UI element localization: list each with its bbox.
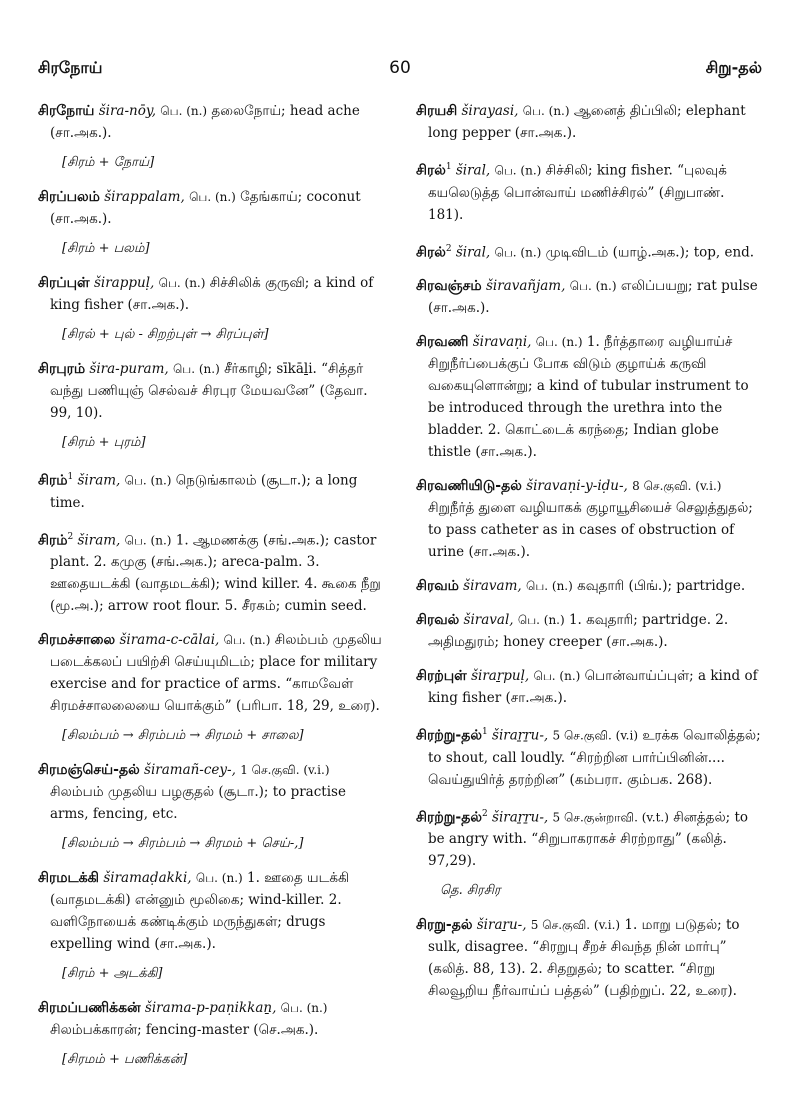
part-of-speech: பெ. (n.) <box>124 473 172 488</box>
homonym-number: 2 <box>445 243 452 254</box>
part-of-speech: பெ. (n.) <box>189 190 236 204</box>
dictionary-entry <box>38 100 384 144</box>
part-of-speech: பெ. (n.) <box>494 163 542 178</box>
left-column <box>38 100 384 1067</box>
part-of-speech: பெ. (n.) <box>280 1001 328 1015</box>
headword: சிரப்புள் <box>38 275 90 291</box>
headword: சிரற்புள் <box>416 668 467 684</box>
definition: 1. மாறு படுதல்; to sulk, disagree. “சிரறுபு சீறச் சிவந்த நின் மார்பு” (கலித். 88, 13). 2. சிதறுதல்; to scatter. “சிரறு சிலவூறிய நீர்வாய்ப் பத்தல்” (பதிற்றுப். 22, உரை). <box>428 917 740 999</box>
transliteration: šira-nōy, <box>98 103 156 119</box>
homonym-number: 2 <box>481 808 488 819</box>
dictionary-entry <box>38 997 384 1041</box>
part-of-speech: பெ. (n.) <box>517 613 565 627</box>
headword: சிரமச்சாலை <box>38 632 116 648</box>
part-of-speech: பெ. (n.) <box>195 871 243 885</box>
transliteration: širal, <box>455 162 491 179</box>
etymology: [சிரமம் + பணிக்கன்] <box>62 1052 188 1067</box>
transliteration: šira-puram, <box>89 361 169 377</box>
etymology: [சிலம்பம் → சிரம்பம் → சிரமம் + செய்-,] <box>62 836 304 851</box>
transliteration: širama-p-paṇikkaṉ, <box>144 1000 277 1016</box>
definition: 1. நீர்த்தாரை வழியாய்ச் சிறுநீர்ப்பைக்குப் போக விடும் குழாய்க் கருவி வகையுளொன்று; a kind of tubular instrument to be introduced through the urethra into the bladder. 2. கொட்டைக் கரந்தை; Indian globe thistle (சா.அக.). <box>428 334 749 460</box>
transliteration: širal, <box>455 244 491 260</box>
part-of-speech: பெ. (n.) <box>522 104 570 118</box>
transliteration: širaṟpuḷ, <box>471 668 530 684</box>
definition: சிச்சிலி; king fisher. “புலவுக் கயலெடுத்த பொன்வாய் மணிச்சிரல்” (சிறுபாண். 181). <box>428 162 727 223</box>
dictionary-entry <box>38 759 384 825</box>
definition: சினத்தல்; to be angry with. “சிறுபாகராகச் சிரற்றாது” (கலித். 97,29). <box>428 809 749 869</box>
transliteration: širamaḍakki, <box>103 870 192 886</box>
part-of-speech: பெ. (n.) <box>223 633 271 647</box>
part-of-speech: 5 செ.குவி. (v.i) <box>552 728 639 743</box>
part-of-speech: 5 செ.குன்றாவி. (v.t.) <box>552 810 669 824</box>
dictionary-entry <box>416 914 762 1002</box>
transliteration: širavam, <box>463 578 522 594</box>
header-right-guideword: சிறு-தல் <box>705 58 762 77</box>
headword: சிரல் <box>416 244 446 260</box>
headword: சிரமடக்கி <box>38 870 100 886</box>
homonym-number: 1 <box>481 727 488 737</box>
headword: சிரயசி <box>416 103 458 119</box>
etymology: [சிரம் + அடக்கி] <box>62 966 163 981</box>
headword: சிரப்பலம் <box>38 189 100 205</box>
homonym-number: 1 <box>445 162 452 172</box>
dictionary-entry <box>38 358 384 424</box>
dictionary-entry <box>416 803 762 873</box>
headword: சிரமப்பணிக்கன் <box>38 1000 141 1016</box>
headword: சிரற்று-தல் <box>416 727 482 744</box>
etymology: [சிரம் + புரம்] <box>62 435 146 450</box>
definition: சிலம்பம் முதலிய படைக்கலப் பயிற்சி செய்யுமிடம்; place for military exercise and for practice of arms. “காமவேள் சிரமச்சாலலையை யொக்கும்” (பரிபா. 18, 29, உரை). <box>50 632 382 714</box>
dictionary-entry <box>38 186 384 230</box>
headword: சிரவணி <box>416 334 469 350</box>
part-of-speech: பெ. (n.) <box>124 533 172 547</box>
dictionary-entry <box>416 609 762 653</box>
transliteration: širavaṇi, <box>472 334 532 350</box>
transliteration: širayasi, <box>461 103 519 119</box>
definition: நெடுங்காலம் (சூடா.); a long time. <box>50 472 358 511</box>
dictionary-entry <box>38 867 384 955</box>
dictionary-entry <box>416 100 762 144</box>
dictionary-entry <box>416 275 762 319</box>
transliteration: širam, <box>77 532 121 548</box>
part-of-speech: பெ. (n.) <box>160 104 208 118</box>
etymology: [சிரம் + பலம்] <box>62 241 150 256</box>
definition: 1. ஊதை யடக்கி (வாதமடக்கி) என்னும் மூலிகை; wind-killer. 2. வளிநோயைக் கண்டிக்கும் மருந்துகள்; drugs expelling wind (சா.அக.). <box>50 870 350 952</box>
part-of-speech: 1 செ.குவி. (v.i.) <box>240 763 330 777</box>
headword: சிரபுரம் <box>38 361 86 377</box>
transliteration: širama-c-cālai, <box>119 632 220 648</box>
headword: சிரவணியிடு-தல் <box>416 478 522 494</box>
transliteration: širappalam, <box>104 189 185 205</box>
transliteration: širaṟu-, <box>476 917 527 933</box>
definition: தேங்காய்; coconut (சா.அக.). <box>50 189 361 227</box>
part-of-speech: 5 செ.குவி. (v.i.) <box>530 918 621 932</box>
dictionary-entry <box>416 156 762 226</box>
etymology: தெ. சிரசிர <box>440 883 501 898</box>
dictionary-entry <box>416 331 762 463</box>
dictionary-entry <box>38 466 384 514</box>
headword: சிரமஞ்செய்-தல் <box>38 762 140 778</box>
part-of-speech: பெ. (n.) <box>158 276 206 290</box>
part-of-speech: பெ. (n.) <box>569 279 617 293</box>
headword: சிரம் <box>38 532 68 548</box>
definition: ஆனைத் திப்பிலி; elephant long pepper (சா.அக.). <box>428 103 746 141</box>
definition: கவுதாரி (பிங்.); partridge. <box>577 578 746 594</box>
homonym-number: 2 <box>67 531 74 542</box>
definition: முடிவிடம் (யாழ்.அக.); top, end. <box>545 244 755 260</box>
columns <box>38 100 762 1067</box>
definition: சிலம்பம் முதலிய பழகுதல் (சூடா.); to practise arms, fencing, etc. <box>50 784 346 822</box>
transliteration: širaval, <box>463 612 514 628</box>
dictionary-entry <box>416 721 762 791</box>
transliteration: širaṟṟu-, <box>492 727 549 744</box>
definition: தலைநோய்; head ache (சா.அக.). <box>50 103 360 141</box>
transliteration: širavañjam, <box>485 278 566 294</box>
definition: உரக்க வொலித்தல்; to shout, call loudly. “சிரற்றின பார்ப்பினின்.... வெய்துயிர்த் தரற்றின” (கம்பரா. கும்பக. 268). <box>428 727 761 788</box>
dictionary-entry <box>416 575 762 597</box>
part-of-speech: பெ. (n.) <box>172 362 220 376</box>
headword: சிரவம் <box>416 578 459 594</box>
part-of-speech: பெ. (n.) <box>533 669 581 683</box>
etymology: [சிரம் + நோய்] <box>62 155 155 170</box>
transliteration: širaṟṟu-, <box>492 809 549 825</box>
headword: சிரவல் <box>416 612 460 628</box>
right-column <box>416 100 762 1060</box>
page-header <box>38 58 762 84</box>
header-left-guideword: சிரநோய் <box>38 58 103 77</box>
transliteration: širam, <box>77 472 121 489</box>
part-of-speech: பெ. (n.) <box>494 245 542 259</box>
definition: சிறுநீர்த் துளை வழியாகக் குழாயூசியைச் செலுத்துதல்; to pass catheter as in cases of obstruction of urine (சா.அக.). <box>428 500 753 560</box>
dictionary-entry <box>38 629 384 717</box>
transliteration: širavaṇi-y-iḍu-, <box>526 478 628 494</box>
headword: சிரல் <box>416 162 446 179</box>
transliteration: širamañ-cey-, <box>144 762 236 778</box>
dictionary-entry <box>38 526 384 618</box>
definition: 1. கவுதாரி; partridge. 2. அதிமதுரம்; honey creeper (சா.அக.). <box>428 612 729 650</box>
headword: சிரம் <box>38 472 68 489</box>
etymology: [சிலம்பம் → சிரம்பம் → சிரமம் + சாலை] <box>62 728 304 743</box>
page-number: 60 <box>389 58 411 78</box>
headword: சிரற்று-தல் <box>416 809 482 825</box>
dictionary-entry <box>38 272 384 316</box>
headword: சிரநோய் <box>38 103 95 119</box>
part-of-speech: 8 செ.குவி. (v.i.) <box>632 479 722 493</box>
homonym-number: 1 <box>67 472 74 482</box>
transliteration: širappuḷ, <box>93 275 155 291</box>
etymology: [சிரல் + புல் - சிறற்புள் → சிரப்புள்] <box>62 327 269 342</box>
definition: சீர்காழி; sīkāḻi. “சித்தர் வந்து பணியுஞ் செல்வச் சிரபுர மேயவனே” (தேவா. 99, 10). <box>50 361 368 421</box>
dictionary-entry <box>416 665 762 709</box>
part-of-speech: பெ. (n.) <box>525 579 573 593</box>
definition: எலிப்பயறு; rat pulse (சா.அக.). <box>428 278 758 316</box>
headword: சிரறு-தல் <box>416 917 473 933</box>
definition: சிலம்பக்காரன்; fencing-master (செ.அக.). <box>50 1022 319 1038</box>
dictionary-entry <box>416 238 762 264</box>
definition: 1. ஆமணக்கு (சங்.அக.); castor plant. 2. கமுகு (சங்.அக.); areca-palm. 3. ஊதையடக்கி (வாதமடக்கி); wind killer. 4. கூகை நீறு (மூ.அ.); arrow root flour. 5. சீரகம்; cumin seed. <box>50 532 381 614</box>
dictionary-entry <box>416 475 762 563</box>
definition: சிச்சிலிக் குருவி; a kind of king fisher (சா.அக.). <box>50 275 374 313</box>
part-of-speech: பெ. (n.) <box>535 335 583 349</box>
definition: பொன்வாய்ப்புள்; a kind of king fisher (சா.அக.). <box>428 668 758 706</box>
headword: சிரவஞ்சம் <box>416 278 482 294</box>
